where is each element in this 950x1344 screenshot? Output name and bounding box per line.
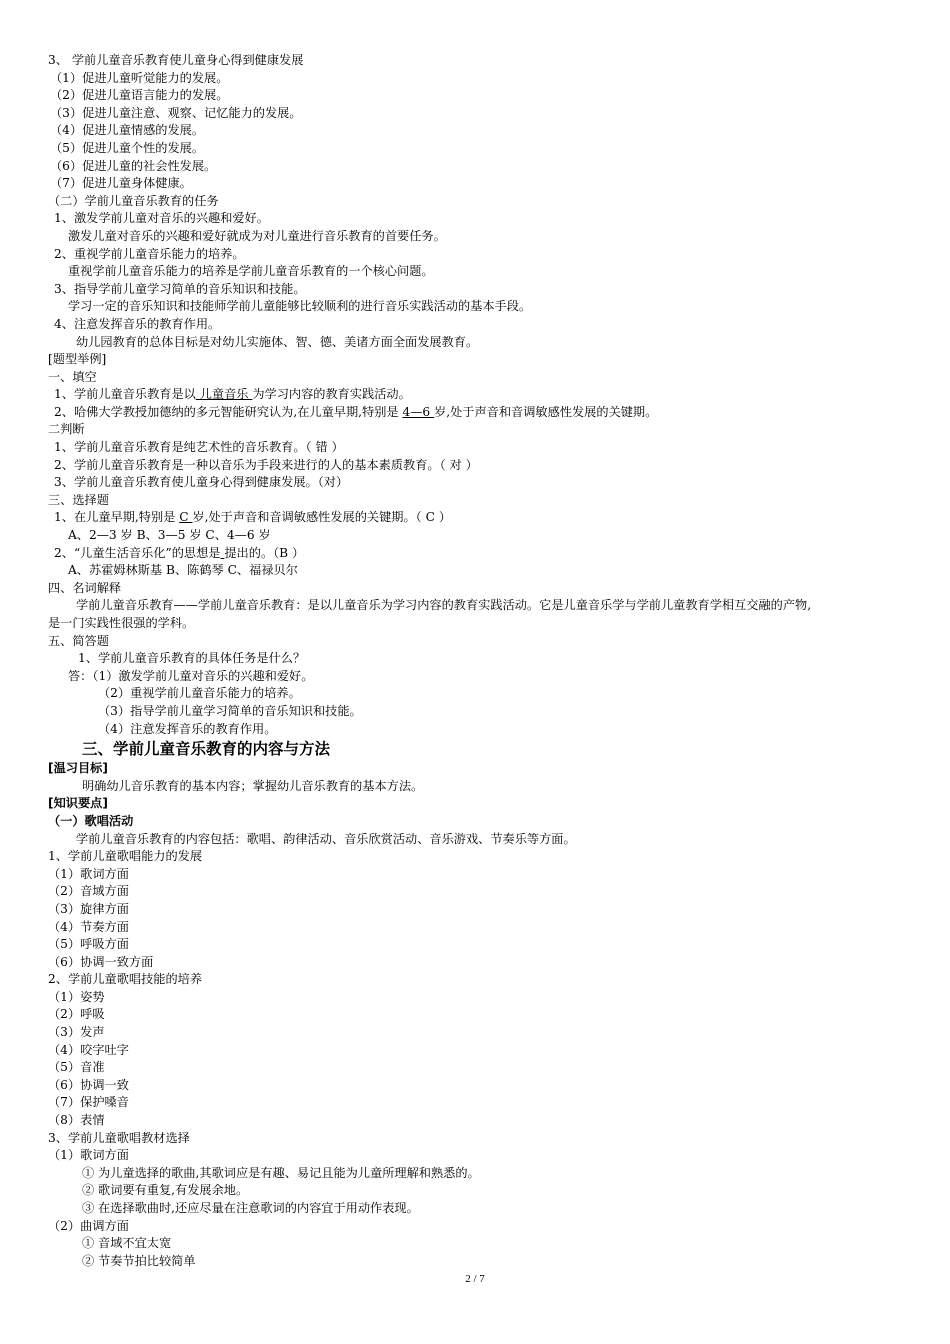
text-line: （2）促进儿童语言能力的发展。 xyxy=(50,88,229,103)
text-line: （3）发声 xyxy=(48,1025,105,1040)
text-line: [温习目标] xyxy=(48,761,108,776)
text-line: ③ 在选择歌曲时,还应尽量在注意歌词的内容宜于用动作表现。 xyxy=(82,1201,419,1215)
text-line: 3、指导学前儿童学习简单的音乐知识和技能。 xyxy=(54,281,306,296)
text-line: 明确幼儿音乐教育的基本内容；掌握幼儿音乐教育的基本方法。 xyxy=(82,778,424,793)
text-line: （1）歌词方面 xyxy=(48,866,129,881)
text-line: 五、简答题 xyxy=(48,633,109,648)
text-line: 2、哈佛大学教授加德纳的多元智能研究认为,在儿童早期,特别是 4—6 岁,处于声音和音调敏感性发展的关键期。 xyxy=(54,404,658,419)
text-line: （5）呼吸方面 xyxy=(48,937,129,952)
text-line: （5）音准 xyxy=(48,1060,105,1075)
text-line: ② 节奏节拍比较简单 xyxy=(82,1253,196,1268)
text-line: （2）呼吸 xyxy=(48,1007,105,1022)
text-line: （8）表情 xyxy=(48,1113,105,1128)
text-line: 答：（1）激发学前儿童对音乐的兴趣和爱好。 xyxy=(68,668,314,683)
text-line: 一、填空 xyxy=(48,369,97,384)
text-line: （2）音域方面 xyxy=(48,884,129,899)
text-line: 是一门实践性很强的学科。 xyxy=(48,616,195,630)
text-line: 1、学前儿童音乐教育是以 儿童音乐 为学习内容的教育实践活动。 xyxy=(54,387,411,402)
text-line: 3、学前儿童音乐教育使儿童身心得到健康发展。（对） xyxy=(54,475,349,490)
text-line: （3）指导学前儿童学习简单的音乐知识和技能。 xyxy=(98,703,362,718)
text-line: 激发儿童对音乐的兴趣和爱好就成为对儿童进行音乐教育的首要任务。 xyxy=(68,228,446,243)
text-line: [题型举例] xyxy=(48,352,107,367)
text-line: 四、名词解释 xyxy=(48,580,122,595)
text-line: （2）曲调方面 xyxy=(48,1218,129,1233)
text-line: 重视学前儿童音乐能力的培养是学前儿童音乐教育的一个核心问题。 xyxy=(68,264,434,279)
text-line: 1、学前儿童音乐教育是纯艺术性的音乐教育。（ 错 ） xyxy=(54,440,344,455)
text-line: 2、重视学前儿童音乐能力的培养。 xyxy=(54,246,245,261)
text-line: ② 歌词要有重复,有发展余地。 xyxy=(82,1183,249,1198)
text-line: 学前儿童音乐教育的内容包括：歌唱、韵律活动、音乐欣赏活动、音乐游戏、节奏乐等方面。 xyxy=(76,831,576,846)
text-line: [知识要点] xyxy=(48,796,108,811)
text-line: ① 为儿童选择的歌曲,其歌词应是有趣、易记且能为儿童所理解和熟悉的。 xyxy=(82,1165,480,1180)
text-line: A、2—3 岁 B、3—5 岁 C、4—6 岁 xyxy=(68,528,271,543)
section-part-1 xyxy=(0,52,950,738)
text-line: 3、学前儿童歌唱教材选择 xyxy=(48,1130,190,1145)
text-line: 4、注意发挥音乐的教育作用。 xyxy=(54,316,221,331)
text-line: （7）促进儿童身体健康。 xyxy=(50,176,192,191)
text-line: （5）促进儿童个性的发展。 xyxy=(50,140,205,155)
text-line: 2、学前儿童音乐教育是一种以音乐为手段来进行的人的基本素质教育。（ 对 ） xyxy=(54,457,478,472)
text-line: 1、激发学前儿童对音乐的兴趣和爱好。 xyxy=(54,211,269,226)
text-line: （1）促进儿童听觉能力的发展。 xyxy=(50,70,229,85)
text-line: 三、选择题 xyxy=(48,492,109,507)
text-line: 二判断 xyxy=(48,422,85,437)
text-line: （7）保护嗓音 xyxy=(48,1095,129,1110)
text-line: 1、在儿童早期,特别是 C 岁,处于声音和音调敏感性发展的关键期。（ C ） xyxy=(54,510,452,525)
text-line: （二）学前儿童音乐教育的任务 xyxy=(48,193,219,208)
text-line: 学习一定的音乐知识和技能师学前儿童能够比较顺利的进行音乐实践活动的基本手段。 xyxy=(68,299,532,314)
text-line: （3）促进儿童注意、观察、记忆能力的发展。 xyxy=(50,105,302,120)
text-line: ① 音域不宜太宽 xyxy=(82,1236,172,1251)
section-title: 三、学前儿童音乐教育的内容与方法 xyxy=(82,740,331,759)
text-line: （一）歌唱活动 xyxy=(48,813,134,828)
text-line: （6）协调一致 xyxy=(48,1077,129,1092)
section-part-2 xyxy=(0,760,950,1270)
text-line: （4）促进儿童情感的发展。 xyxy=(50,123,205,138)
text-line: 3、 学前儿童音乐教育使儿童身心得到健康发展 xyxy=(48,53,304,67)
text-line: 1、学前儿童歌唱能力的发展 xyxy=(48,849,203,864)
text-line: 幼儿园教育的总体目标是对幼儿实施体、智、德、美诸方面全面发展教育。 xyxy=(76,334,479,349)
text-line: A、苏霍姆林斯基 B、陈鹤琴 C、福禄贝尔 xyxy=(68,563,298,578)
text-line: 2、“儿童生活音乐化”的思想是 提出的。（B ） xyxy=(54,545,305,560)
text-line: （3）旋律方面 xyxy=(48,901,129,916)
text-line: （4）节奏方面 xyxy=(48,919,129,934)
text-line: （2）重视学前儿童音乐能力的培养。 xyxy=(98,686,301,701)
text-line: （4）咬字吐字 xyxy=(48,1042,129,1057)
page-number: 2 / 7 xyxy=(465,1273,485,1285)
text-line: 1、学前儿童音乐教育的具体任务是什么？ xyxy=(78,651,306,666)
text-line: （4）注意发挥音乐的教育作用。 xyxy=(98,721,277,736)
document-page xyxy=(0,52,950,1270)
text-line: （6）促进儿童的社会性发展。 xyxy=(50,158,217,173)
text-line: （1）姿势 xyxy=(48,989,105,1004)
text-line: 2、学前儿童歌唱技能的培养 xyxy=(48,972,203,987)
text-line: 学前儿童音乐教育——学前儿童音乐教育：是以儿童音乐为学习内容的教育实践活动。它是儿童音乐学与学前儿童教育学相互交融的产物, xyxy=(76,598,812,613)
text-line: （1）歌词方面 xyxy=(48,1148,129,1163)
text-line: （6）协调一致方面 xyxy=(48,954,154,969)
